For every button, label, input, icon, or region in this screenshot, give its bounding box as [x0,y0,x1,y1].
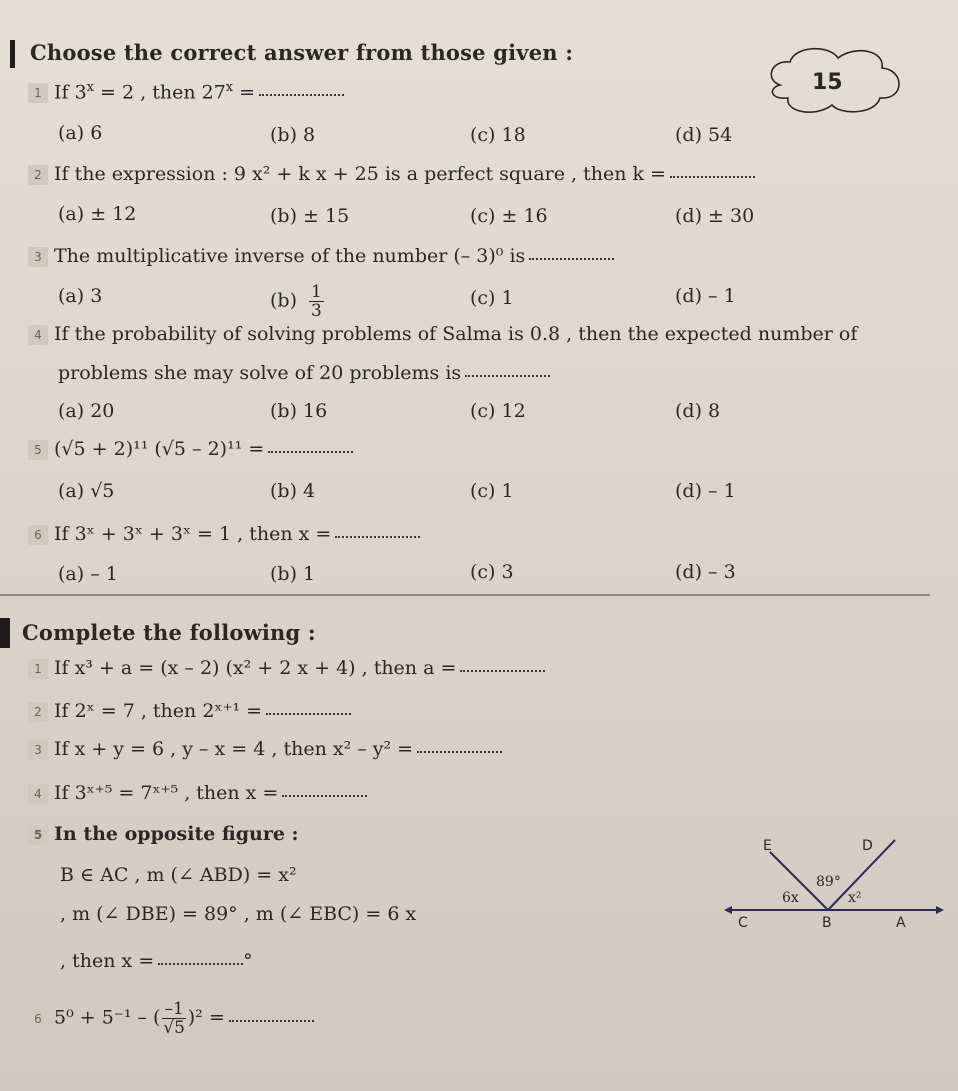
complete-item-1: 1 If x³ + a = (x – 2) (x² + 2 x + 4) , then a = [28,657,545,679]
badge-number: 15 [812,70,843,95]
section-divider [0,594,930,596]
option-d: (d) – 1 [675,285,736,307]
item-number: 1 [28,659,48,679]
complete-item-5: 5 In the opposite figure : [28,823,299,845]
figure-question: , then x = ° [60,950,253,972]
question-6: 6 If 3ˣ + 3ˣ + 3ˣ = 1 , then x = [28,523,420,545]
item-number: 3 [28,740,48,760]
label-d: D [862,838,873,854]
option-d: (d) – 3 [675,561,736,583]
option-d: (d) – 1 [675,480,736,502]
arrow-right-icon [936,906,944,914]
complete-item-2: 2 If 2ˣ = 7 , then 2ˣ⁺¹ = [28,700,351,722]
item-number: 2 [28,702,48,722]
option-d: (d) 54 [675,124,733,146]
option-c: (c) ± 16 [470,205,548,227]
question-number: 3 [28,247,48,267]
item-number: 6 [28,1009,48,1029]
label-e: E [763,838,772,854]
item-number: 4 [28,784,48,804]
section2-heading: Complete the following : [22,620,316,645]
complete-item-3: 3 If x + y = 6 , y – x = 4 , then x² – y² = [28,738,502,760]
option-a: (a) ± 12 [58,203,137,225]
option-c: (c) 18 [470,124,526,146]
option-b: (b) 1 [270,563,316,585]
figure-given-2: , m (∠ DBE) = 89° , m (∠ EBC) = 6 x [60,903,417,925]
question-number: 1 [28,83,48,103]
option-b: (b) 8 [270,124,316,146]
heading-bar [0,618,10,648]
option-a: (a) 6 [58,122,103,144]
option-c: (c) 12 [470,400,526,422]
arrow-left-icon [724,906,732,914]
option-c: (c) 1 [470,287,514,309]
question-number: 4 [28,325,48,345]
figure-given-1: B ∈ AC , m (∠ ABD) = x² [60,864,297,886]
item-number: 5 [28,825,48,845]
label-c: C [738,915,748,931]
option-a: (a) – 1 [58,563,118,585]
option-a: (a) 20 [58,400,115,422]
label-b: B [822,915,832,931]
complete-item-4: 4 If 3ˣ⁺⁵ = 7ˣ⁺⁵ , then x = [28,782,367,804]
option-b: (b) ± 15 [270,205,350,227]
option-c: (c) 1 [470,480,514,502]
question-number: 2 [28,165,48,185]
option-d: (d) 8 [675,400,721,422]
angle-ebc: 6x [782,890,799,906]
angle-dbe: 89° [816,874,841,890]
question-2: 2 If the expression : 9 x² + k x + 25 is a perfect square , then k = [28,163,755,185]
question-4-line2: problems she may solve of 20 problems is [58,362,550,384]
question-1: 1 If $3^x = 2$ , then $27^x$ = [28,80,344,103]
question-3: 3 The multiplicative inverse of the number (– 3)⁰ is [28,245,614,267]
question-5: 5 (√5 + 2)¹¹ (√5 – 2)¹¹ = [28,438,353,460]
complete-item-6: 6 5⁰ + 5⁻¹ – ( $\frac{-1}{√5}$ )² = [28,1000,314,1037]
question-number: 5 [28,440,48,460]
option-c: (c) 3 [470,561,514,583]
label-a: A [896,915,906,931]
angle-abd: x² [848,890,862,906]
option-a: (a) √5 [58,480,115,502]
heading-bar [10,40,15,68]
option-b: (b) $\frac{1}{3}$ [270,282,322,321]
section1-heading: Choose the correct answer from those given : [30,40,574,65]
question-number: 6 [28,525,48,545]
option-b: (b) 4 [270,480,316,502]
option-a: (a) 3 [58,285,103,307]
question-4: 4 If the probability of solving problems of Salma is 0.8 , then the expected number of [28,323,857,345]
option-b: (b) 16 [270,400,328,422]
option-d: (d) ± 30 [675,205,755,227]
